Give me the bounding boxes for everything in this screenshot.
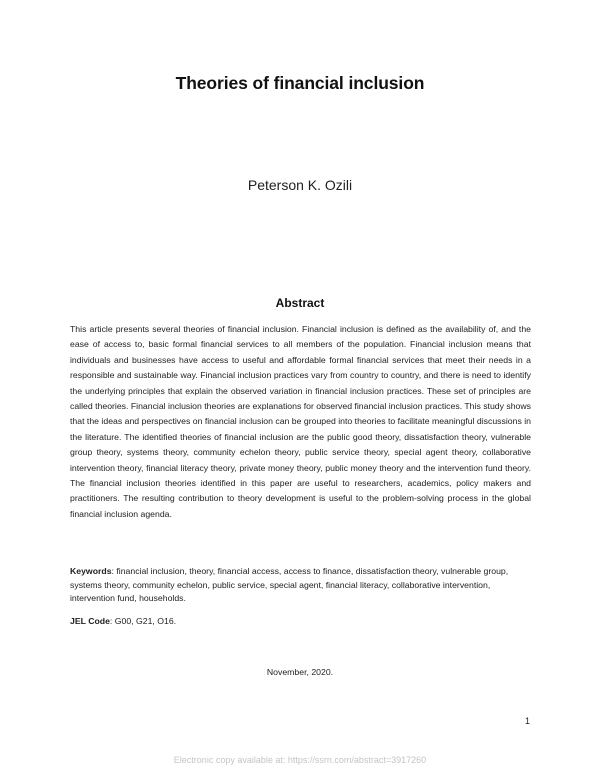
page-number: 1 [524,716,530,726]
keywords-text: : financial inclusion, theory, financial access, access to finance, dissatisfaction theory, vulnerable group, systems theory, community echelon, public service, special agent, financial literacy, collaborative intervention, intervention fund, households. [70,566,509,603]
ssrn-watermark: Electronic copy available at: https://ssrn.com/abstract=3917260 [173,755,427,765]
keywords-label: Keywords [70,566,112,576]
author-name: Peterson K. Ozili [247,177,353,193]
jel-code-text: : G00, G21, O16. [109,616,177,626]
publication-date: November, 2020. [266,667,334,677]
abstract-text: This article presents several theories of financial inclusion. Financial inclusion is defined as the availability of, and the ease of access to, basic formal financial services to all members of the population. Financial inclusion means that individuals and businesses have access to useful and affordable formal financial services that meet their needs in a responsible and sustainable way. Financial inclusion practices vary from country to country, and there is need to identify the underlying principles that explain the observed variation in financial inclusion practices. These set of principles are called theories. Financial inclusion theories are explanations for observed financial inclusion practices. This study shows that the ideas and perspectives on financial inclusion can be grouped into theories to facilitate meaningful discussions in the literature. The identified theories of financial inclusion are the public good theory, dissatisfaction theory, vulnerable group theory, systems theory, community echelon theory, public service theory, special agent theory, collaborative intervention theory, financial literacy theory, private money theory, public money theory and the intervention fund theory. The financial inclusion theories identified in this paper are useful to researchers, academics, policy makers and practitioners. The resulting contribution to theory development is useful to the problem-solving process in the global financial inclusion agenda. [70,324,532,519]
paper-title: Theories of financial inclusion [175,73,425,93]
keywords-paragraph [70,565,531,606]
abstract-heading: Abstract [275,296,325,310]
jel-code-paragraph [70,615,531,629]
jel-code-label: JEL Code [70,616,110,626]
